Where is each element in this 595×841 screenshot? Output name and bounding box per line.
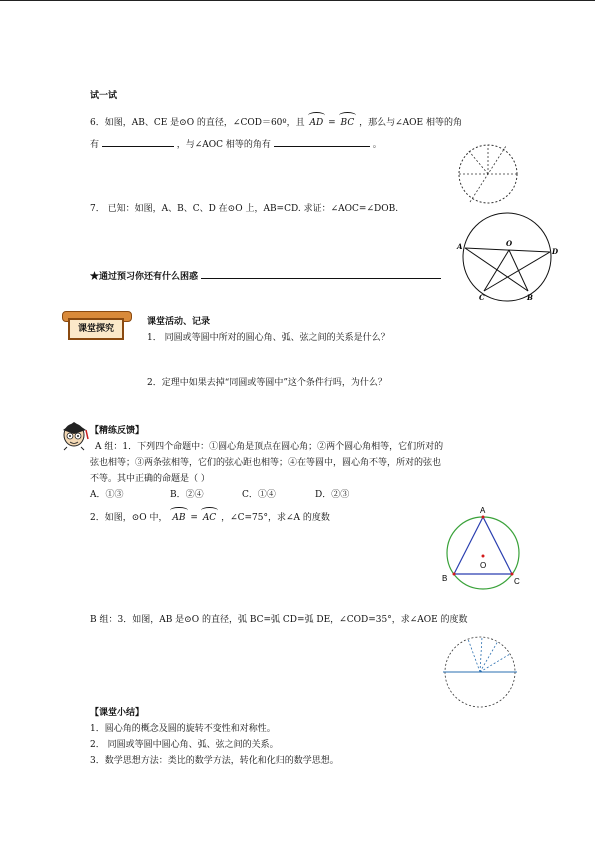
feedback-title: 【精练反馈】 xyxy=(90,426,145,436)
arc-bc: BC xyxy=(340,118,355,128)
q2-point-c xyxy=(511,573,514,576)
summary-item-1: 1．圆心角的概念及圆的旋转不变性和对称性。 xyxy=(90,724,276,734)
q7-label-b: B xyxy=(527,293,533,302)
arc-ab: AB xyxy=(172,513,186,523)
group-a-line1: A 组：1．下列四个命题中：①圆心角是顶点在圆心角；②两个圆心角相等，它们所对的 xyxy=(95,442,444,452)
preview-answer-blank[interactable] xyxy=(201,269,441,279)
q2-point-o xyxy=(482,555,485,558)
summary-item-3: 3．数学思想方法：类比的数学方法，转化和化归的数学思想。 xyxy=(90,756,339,766)
q6-eq: = xyxy=(328,118,336,128)
option-a: A．①③ xyxy=(90,490,124,500)
q7-chord-dc xyxy=(484,252,550,291)
section-tag xyxy=(62,311,130,341)
q2-figure xyxy=(440,504,526,594)
q2-label-b: B xyxy=(442,574,448,583)
group-a-line3: 不等。其中正确的命题是（ ） xyxy=(90,474,210,484)
arc-ad: AD xyxy=(309,118,324,128)
preview-text: ★通过预习你还有什么困惑 xyxy=(90,272,199,282)
q2-line xyxy=(90,512,330,524)
q3-radius-od xyxy=(480,641,498,672)
q6-line2-a: 有 xyxy=(90,140,100,150)
q7-text: 7． 已知：如图，A、B、C、D 在⊙O 上，AB=CD. 求证：∠AOC=∠DOB. xyxy=(90,204,399,214)
q6-text-a: 6．如图，AB、CE 是⊙O 的直径，∠COD＝60º，且 xyxy=(90,118,305,128)
option-b: B．②④ xyxy=(170,490,204,500)
summary-item-2: 2． 同圆或等圆中圆心角、弧、弦之间的关系。 xyxy=(90,740,279,750)
activity-q1: 1． 同圆或等圆中所对的圆心角、弧、弦之间的关系是什么？ xyxy=(147,333,390,343)
q6-figure xyxy=(448,138,530,210)
q7-radius-oc xyxy=(484,250,509,291)
q3-radius xyxy=(468,639,480,672)
arc-ac: AC xyxy=(202,513,217,523)
q7-chord-ad xyxy=(465,248,550,252)
q2-text-a: 2．如图，⊙O 中， xyxy=(90,513,168,523)
q7-label-c: C xyxy=(479,293,485,302)
option-d: D．②③ xyxy=(315,490,350,500)
preview-line xyxy=(90,269,441,283)
activity-q2: 2．定理中如果去掉“同圆或等圆中”这个条件行吗，为什么？ xyxy=(147,378,387,388)
try-heading: 试一试 xyxy=(90,91,118,101)
section-tag-label: 课堂探究 xyxy=(68,318,124,340)
student-cartoon-icon xyxy=(58,417,92,451)
q2-point-b xyxy=(453,573,456,576)
q7-label-o: O xyxy=(506,239,513,248)
q2-circle xyxy=(447,517,519,589)
q6-radius xyxy=(468,150,488,174)
answer-blank-2[interactable] xyxy=(274,137,370,147)
group-a-line2: 弦也相等；③两条弦相等，它们的弦心距也相等；④在等圆中，圆心角不等，所对的弦也 xyxy=(90,458,442,468)
q3-radius-oe xyxy=(480,637,482,672)
q2-text-b: ，∠C=75°，求∠A 的度数 xyxy=(221,513,330,523)
q2-label-a: A xyxy=(480,506,486,515)
q2-eq: = xyxy=(190,513,198,523)
q2-point-a xyxy=(482,516,485,519)
option-c: C．①④ xyxy=(242,490,276,500)
group-b-line: B 组：3．如图，AB 是⊙O 的直径，弧 BC=弧 CD=弧 DE，∠COD=35°，求∠AOE 的度数 xyxy=(90,615,468,625)
answer-blank-1[interactable] xyxy=(102,137,174,147)
q6-line2-end: 。 xyxy=(372,140,382,150)
q2-label-o: O xyxy=(480,561,487,570)
q3-figure xyxy=(438,633,524,717)
q7-figure xyxy=(456,212,560,306)
q3-radius-oc xyxy=(480,654,510,672)
q6-line1 xyxy=(90,117,462,129)
summary-title: 【课堂小结】 xyxy=(90,708,145,718)
q6-line2-b: ，与∠AOC 相等的角有 xyxy=(176,140,271,150)
q6-line2 xyxy=(90,137,382,151)
page-top-border xyxy=(0,0,595,1)
q7-label-a: A xyxy=(457,242,463,251)
q2-label-c: C xyxy=(514,577,520,586)
q6-text-b: ，那么与∠AOE 相等的角 xyxy=(359,118,462,128)
activity-title: 课堂活动、记录 xyxy=(147,317,211,327)
q7-circle xyxy=(463,213,551,301)
q7-label-d: D xyxy=(552,247,559,256)
